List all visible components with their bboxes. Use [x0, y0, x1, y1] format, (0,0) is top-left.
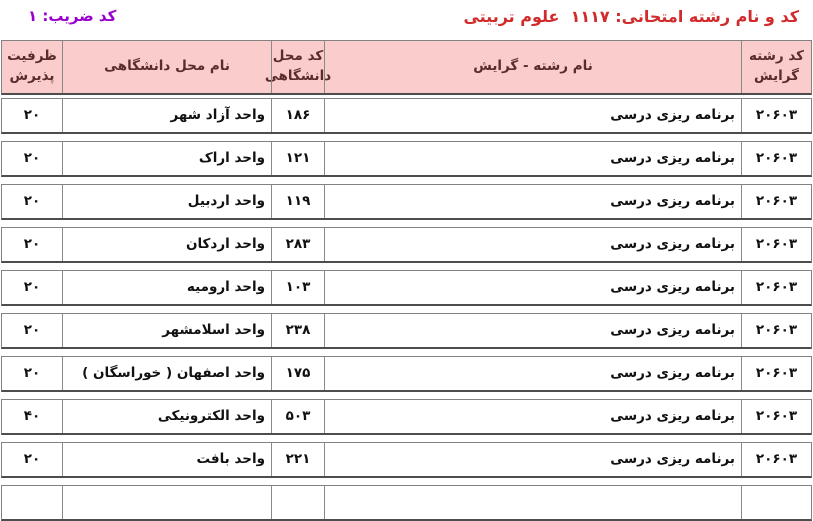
- table-row: [1, 313, 812, 349]
- cell-university-code: ۱۰۳: [272, 271, 325, 304]
- cell-university-code: ۱۲۱: [272, 142, 325, 175]
- cell-university-code: ۱۷۵: [272, 357, 325, 390]
- exam-code-title: کد و نام رشته امتحانی: ۱۱۱۷ علوم تربیتی: [463, 7, 799, 26]
- table-body: [1, 98, 812, 478]
- cell-university-name: [63, 486, 272, 519]
- cell-field-name: برنامه ریزی درسی: [325, 185, 742, 218]
- cell-capacity: [2, 486, 63, 519]
- table-row: [1, 227, 812, 263]
- admissions-table: [1, 40, 812, 521]
- cell-capacity: ۲۰: [2, 357, 63, 390]
- cell-field-name: [325, 486, 742, 519]
- cell-capacity: ۴۰: [2, 400, 63, 433]
- cell-university-code: ۲۸۳: [272, 228, 325, 261]
- cell-university-code: [272, 486, 325, 519]
- table-row: [1, 399, 812, 435]
- cell-field-name: برنامه ریزی درسی: [325, 443, 742, 476]
- cell-field-name: برنامه ریزی درسی: [325, 142, 742, 175]
- cell-university-code: ۱۱۹: [272, 185, 325, 218]
- cell-university-name: واحد اسلامشهر: [63, 314, 272, 347]
- header-field-code: کد رشته گرایش: [748, 48, 805, 84]
- cell-capacity: ۲۰: [2, 142, 63, 175]
- cell-capacity: ۲۰: [2, 185, 63, 218]
- cell-university-code: ۲۲۱: [272, 443, 325, 476]
- table-row: [1, 98, 812, 134]
- cell-field-code: [742, 486, 811, 519]
- header-capacity: ظرفیت پذیرش: [2, 41, 63, 93]
- cell-field-name: برنامه ریزی درسی: [325, 271, 742, 304]
- cell-field-code: ۲۰۶۰۳: [755, 235, 798, 252]
- cell-field-code: ۲۰۶۰۳: [755, 321, 798, 338]
- cell-university-name: واحد آزاد شهر: [63, 99, 272, 132]
- cell-capacity: ۲۰: [2, 99, 63, 132]
- cell-capacity: ۲۰: [2, 443, 63, 476]
- cell-university-name: واحد اراک: [63, 142, 272, 175]
- coefficient-code-label: کد ضریب: ۱: [28, 7, 117, 25]
- cell-field-code: ۲۰۶۰۳: [755, 364, 798, 381]
- table-row-partial: [1, 485, 812, 521]
- table-row: [1, 270, 812, 306]
- header-university-code: کد محل دانشگاهی: [272, 41, 325, 93]
- cell-university-name: واحد اردبیل: [63, 185, 272, 218]
- cell-university-code: ۱۸۶: [272, 99, 325, 132]
- table-row: [1, 442, 812, 478]
- cell-capacity: ۲۰: [2, 228, 63, 261]
- cell-field-name: برنامه ریزی درسی: [325, 357, 742, 390]
- topbar: [0, 0, 813, 38]
- cell-field-code: ۲۰۶۰۳: [755, 106, 798, 123]
- header-university-name: نام محل دانشگاهی: [63, 41, 272, 93]
- cell-university-code: ۲۳۸: [272, 314, 325, 347]
- cell-capacity: ۲۰: [2, 314, 63, 347]
- cell-university-name: واحد ارومیه: [63, 271, 272, 304]
- cell-field-name: برنامه ریزی درسی: [325, 400, 742, 433]
- table-header-row: [1, 40, 812, 95]
- table-row: [1, 184, 812, 220]
- cell-capacity: ۲۰: [2, 271, 63, 304]
- cell-university-code: ۵۰۳: [272, 400, 325, 433]
- table-row: [1, 141, 812, 177]
- cell-university-name: واحد بافت: [63, 443, 272, 476]
- cell-field-code: ۲۰۶۰۳: [755, 192, 798, 209]
- cell-field-name: برنامه ریزی درسی: [325, 228, 742, 261]
- cell-university-name: واحد اصفهان ( خوراسگان ): [63, 357, 272, 390]
- table-row: [1, 356, 812, 392]
- cell-field-code: ۲۰۶۰۳: [755, 278, 798, 295]
- cell-field-code: ۲۰۶۰۳: [755, 407, 798, 424]
- cell-field-name: برنامه ریزی درسی: [325, 99, 742, 132]
- cell-field-code: ۲۰۶۰۳: [755, 450, 798, 467]
- cell-field-name: برنامه ریزی درسی: [325, 314, 742, 347]
- cell-university-name: واحد الکترونیکی: [63, 400, 272, 433]
- cell-field-code: ۲۰۶۰۳: [755, 149, 798, 166]
- header-field-name: نام رشته - گرایش: [325, 41, 742, 93]
- cell-university-name: واحد اردکان: [63, 228, 272, 261]
